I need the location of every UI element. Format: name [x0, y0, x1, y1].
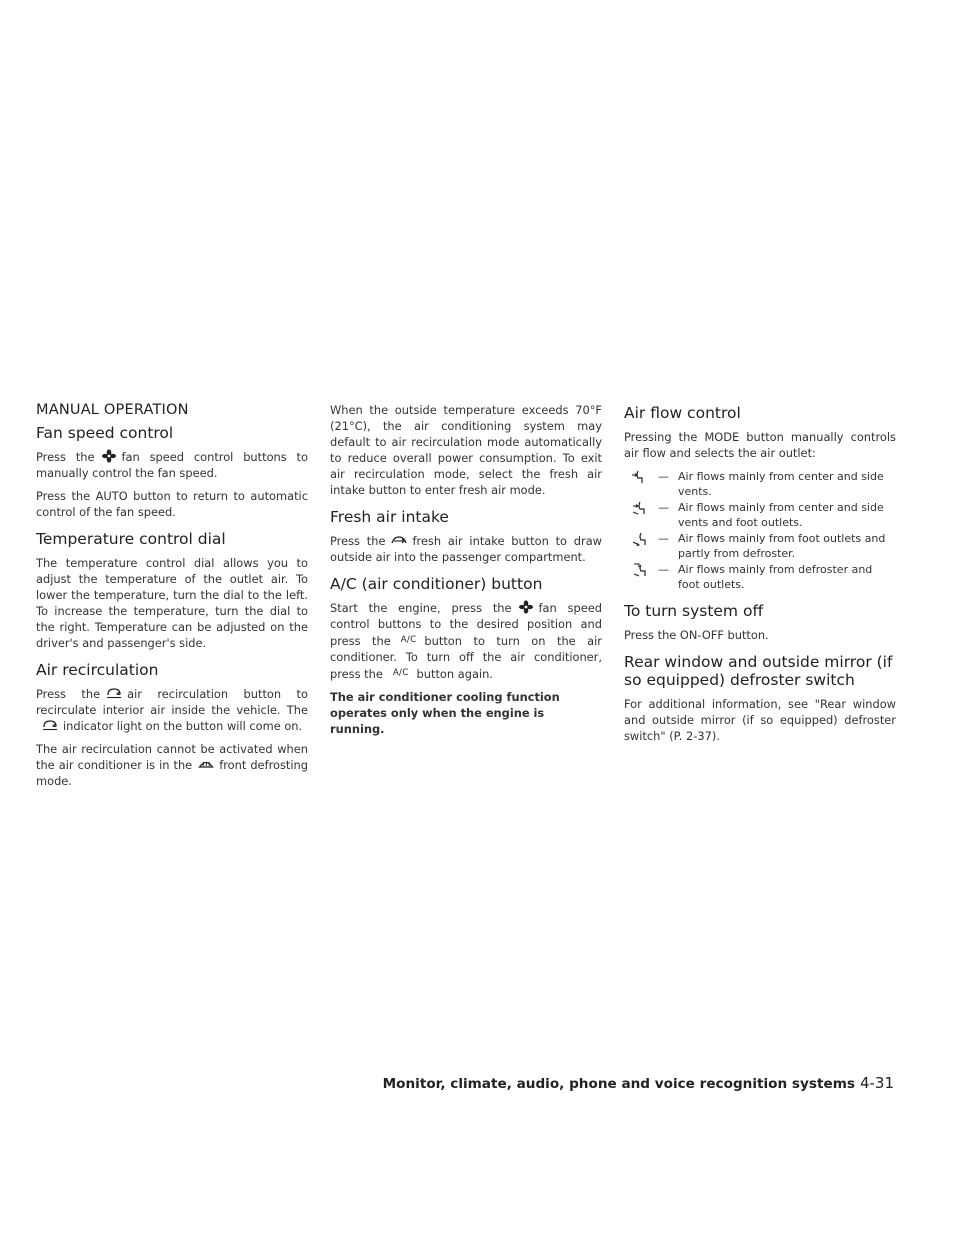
airflow-paragraph: Pressing the MODE button manually controls air flow and selects the air outlet: [624, 430, 896, 460]
rear-defroster-heading: Rear window and outside mirror (if so equipped) defroster switch [624, 653, 893, 689]
front-defrost-icon [198, 757, 214, 771]
vent-face-foot-icon [630, 500, 650, 516]
ac-label: A/C [392, 668, 409, 678]
page-footer [383, 1074, 894, 1092]
fan-speed-paragraph-1: Press the fan speed control buttons to manually control the fan speed. [36, 450, 308, 480]
ac-paragraph: Start the engine, press the fan speed control buttons to the desired position and press the A/C button to turn on the air conditioner. To turn off the air conditioner, press the A/C button again. [330, 601, 602, 681]
vent-face-icon [630, 469, 650, 485]
list-item: — Air flows mainly from center and side vents. [624, 469, 896, 499]
fresh-air-icon [391, 533, 407, 547]
list-item: — Air flows mainly from center and side vents and foot outlets. [624, 500, 896, 530]
recirculation-paragraph-1: Press the air recirculation button to recirculate interior air inside the vehicle. The indicator light on the button will come on. [36, 687, 308, 733]
ac-warning: The air conditioner cooling function operates only when the engine is running. [330, 690, 560, 736]
ac-heading: A/C (air conditioner) button [330, 575, 543, 593]
airflow-list [624, 469, 896, 592]
column-left [36, 402, 308, 796]
chapter-title: Monitor, climate, audio, phone and voice recognition systems [382, 1076, 855, 1092]
airflow-heading: Air flow control [624, 404, 741, 422]
fresh-air-paragraph: Press the fresh air intake button to draw outside air into the passenger compartment. [330, 534, 603, 564]
recirculation-icon [106, 686, 122, 700]
column-right [624, 402, 896, 751]
list-item: — Air flows mainly from foot outlets and partly from defroster. [624, 531, 896, 561]
vent-defrost-foot-icon [630, 562, 650, 578]
column-middle [330, 402, 602, 744]
outside-temperature-paragraph: When the outside temperature exceeds 70°F (21°C), the air conditioning system may default to air recirculation mode automatically to reduce overall power consumption. To exit air recirculation mode, select the fresh air intake button to enter fresh air mode. [330, 403, 602, 497]
fan-icon [101, 449, 117, 463]
fan-speed-heading: Fan speed control [36, 424, 174, 442]
recirculation-heading: Air recirculation [36, 661, 159, 679]
fan-speed-paragraph-2: Press the AUTO button to return to automatic control of the fan speed. [36, 489, 308, 519]
temperature-paragraph: The temperature control dial allows you to adjust the temperature of the outlet air. To lower the temperature, turn the dial to the left. To increase the temperature, turn the dial to the right. Temperature can be adjusted on the driver's and passenger's side. [36, 556, 308, 650]
fan-icon [518, 600, 534, 614]
rear-defroster-paragraph: For additional information, see "Rear window and outside mirror (if so equipped) defroster switch" (P. 2-37). [624, 697, 896, 743]
fresh-air-heading: Fresh air intake [330, 508, 449, 526]
section-title: MANUAL OPERATION [36, 402, 189, 418]
recirculation-paragraph-2: The air recirculation cannot be activated when the air conditioner is in the front defrosting mode. [36, 742, 308, 788]
temperature-heading: Temperature control dial [36, 530, 226, 548]
vent-foot-icon [630, 531, 650, 547]
system-off-paragraph: Press the ON-OFF button. [624, 628, 769, 642]
recirculation-indicator-icon [42, 718, 58, 732]
list-item: — Air flows mainly from defroster and foot outlets. [624, 562, 896, 592]
page-number: 4-31 [859, 1074, 894, 1092]
ac-label: A/C [400, 635, 417, 645]
system-off-heading: To turn system off [624, 602, 764, 620]
